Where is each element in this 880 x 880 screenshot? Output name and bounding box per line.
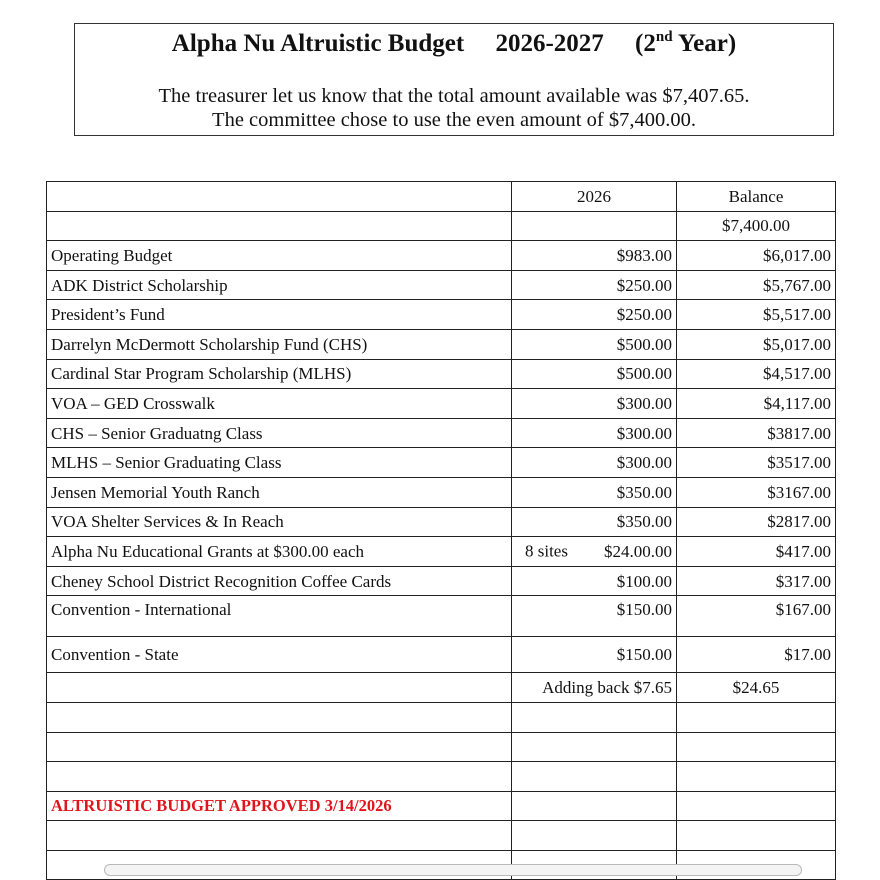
empty-row [47, 762, 836, 792]
row-amount: $300.00 [512, 418, 677, 448]
table-row [47, 507, 836, 537]
title-year-close: Year) [672, 30, 737, 57]
row-balance: $3817.00 [677, 418, 836, 448]
empty-row [47, 821, 836, 851]
approved-row [47, 791, 836, 821]
row-balance: $6,017.00 [677, 241, 836, 271]
empty-cell [47, 762, 512, 792]
table-row [47, 270, 836, 300]
starting-balance-row [47, 211, 836, 241]
title-main: Alpha Nu Altruistic Budget [171, 30, 465, 57]
row-label: CHS – Senior Graduatng Class [47, 418, 512, 448]
adding-back-label: Adding back $7.65 [512, 673, 677, 703]
empty-row [47, 702, 836, 732]
row-label: President’s Fund [47, 300, 512, 330]
table-row [47, 418, 836, 448]
row-sites-count: 8 sites [525, 541, 568, 561]
table-row [47, 448, 836, 478]
table-row [47, 566, 836, 596]
treasurer-note: The treasurer let us know that the total amount available was $7,407.65. [158, 85, 750, 107]
row-label: VOA – GED Crosswalk [47, 389, 512, 419]
budget-table [46, 181, 836, 880]
table-row [47, 389, 836, 419]
row-amount: $150.00 [512, 596, 677, 637]
row-balance: $5,517.00 [677, 300, 836, 330]
row-label: Alpha Nu Educational Grants at $300.00 each [47, 537, 512, 567]
empty-cell [512, 732, 677, 762]
empty-cell [47, 732, 512, 762]
empty-cell [47, 673, 512, 703]
row-label: MLHS – Senior Graduating Class [47, 448, 512, 478]
starting-balance: $7,400.00 [677, 211, 836, 241]
row-balance: $317.00 [677, 566, 836, 596]
row-balance: $4,117.00 [677, 389, 836, 419]
empty-cell [512, 821, 677, 851]
row-label: Cardinal Star Program Scholarship (MLHS) [47, 359, 512, 389]
row-amount: $500.00 [512, 359, 677, 389]
table-row [47, 300, 836, 330]
empty-cell [47, 821, 512, 851]
empty-cell [677, 791, 836, 821]
empty-cell [677, 702, 836, 732]
document-title [75, 30, 833, 58]
header-2026: 2026 [512, 182, 677, 212]
table-header-row [47, 182, 836, 212]
table-row [47, 241, 836, 271]
row-amount: $150.00 [512, 637, 677, 673]
row-balance: $3517.00 [677, 448, 836, 478]
row-amount: $300.00 [512, 448, 677, 478]
header-label-cell [47, 182, 512, 212]
budget-header-box [74, 23, 834, 136]
row-label: VOA Shelter Services & In Reach [47, 507, 512, 537]
empty-row [47, 732, 836, 762]
empty-cell [677, 821, 836, 851]
row-amount: $300.00 [512, 389, 677, 419]
row-amount: $250.00 [512, 270, 677, 300]
adding-back-row [47, 673, 836, 703]
row-balance: $5,017.00 [677, 329, 836, 359]
row-amount [512, 537, 677, 567]
row-amount: $350.00 [512, 507, 677, 537]
empty-cell [677, 732, 836, 762]
row-label: Darrelyn McDermott Scholarship Fund (CHS) [47, 329, 512, 359]
table-row [47, 359, 836, 389]
header-balance: Balance [677, 182, 836, 212]
row-amount: $500.00 [512, 329, 677, 359]
empty-cell [512, 211, 677, 241]
title-year-open: (2 [635, 30, 656, 57]
row-label: Convention - State [47, 637, 512, 673]
empty-cell [512, 791, 677, 821]
row-label: Operating Budget [47, 241, 512, 271]
title-years: 2026-2027 [495, 30, 604, 57]
row-amount: $100.00 [512, 566, 677, 596]
row-amount: $983.00 [512, 241, 677, 271]
table-row [47, 537, 836, 567]
empty-cell [47, 211, 512, 241]
approved-note: ALTRUISTIC BUDGET APPROVED 3/14/2026 [47, 791, 512, 821]
empty-cell [512, 762, 677, 792]
row-amount: $250.00 [512, 300, 677, 330]
row-balance: $2817.00 [677, 507, 836, 537]
row-balance: $167.00 [677, 596, 836, 637]
row-label: ADK District Scholarship [47, 270, 512, 300]
title-year-sup: nd [655, 29, 673, 45]
table-row [47, 637, 836, 673]
row-balance: $3167.00 [677, 477, 836, 507]
final-balance: $24.65 [677, 673, 836, 703]
table-row [47, 329, 836, 359]
row-balance: $5,767.00 [677, 270, 836, 300]
row-balance: $17.00 [677, 637, 836, 673]
row-balance: $4,517.00 [677, 359, 836, 389]
row-label: Cheney School District Recognition Coffee Cards [47, 566, 512, 596]
empty-cell [47, 702, 512, 732]
row-label: Convention - International [47, 596, 512, 637]
empty-cell [512, 702, 677, 732]
row-amount: $350.00 [512, 477, 677, 507]
table-row [47, 596, 836, 637]
row-label: Jensen Memorial Youth Ranch [47, 477, 512, 507]
table-row [47, 477, 836, 507]
empty-cell [677, 762, 836, 792]
row-balance: $417.00 [677, 537, 836, 567]
horizontal-scrollbar[interactable] [104, 864, 802, 876]
row-amount-value: $24.00.00 [604, 541, 672, 561]
committee-note: The committee chose to use the even amount of $7,400.00. [212, 109, 696, 131]
